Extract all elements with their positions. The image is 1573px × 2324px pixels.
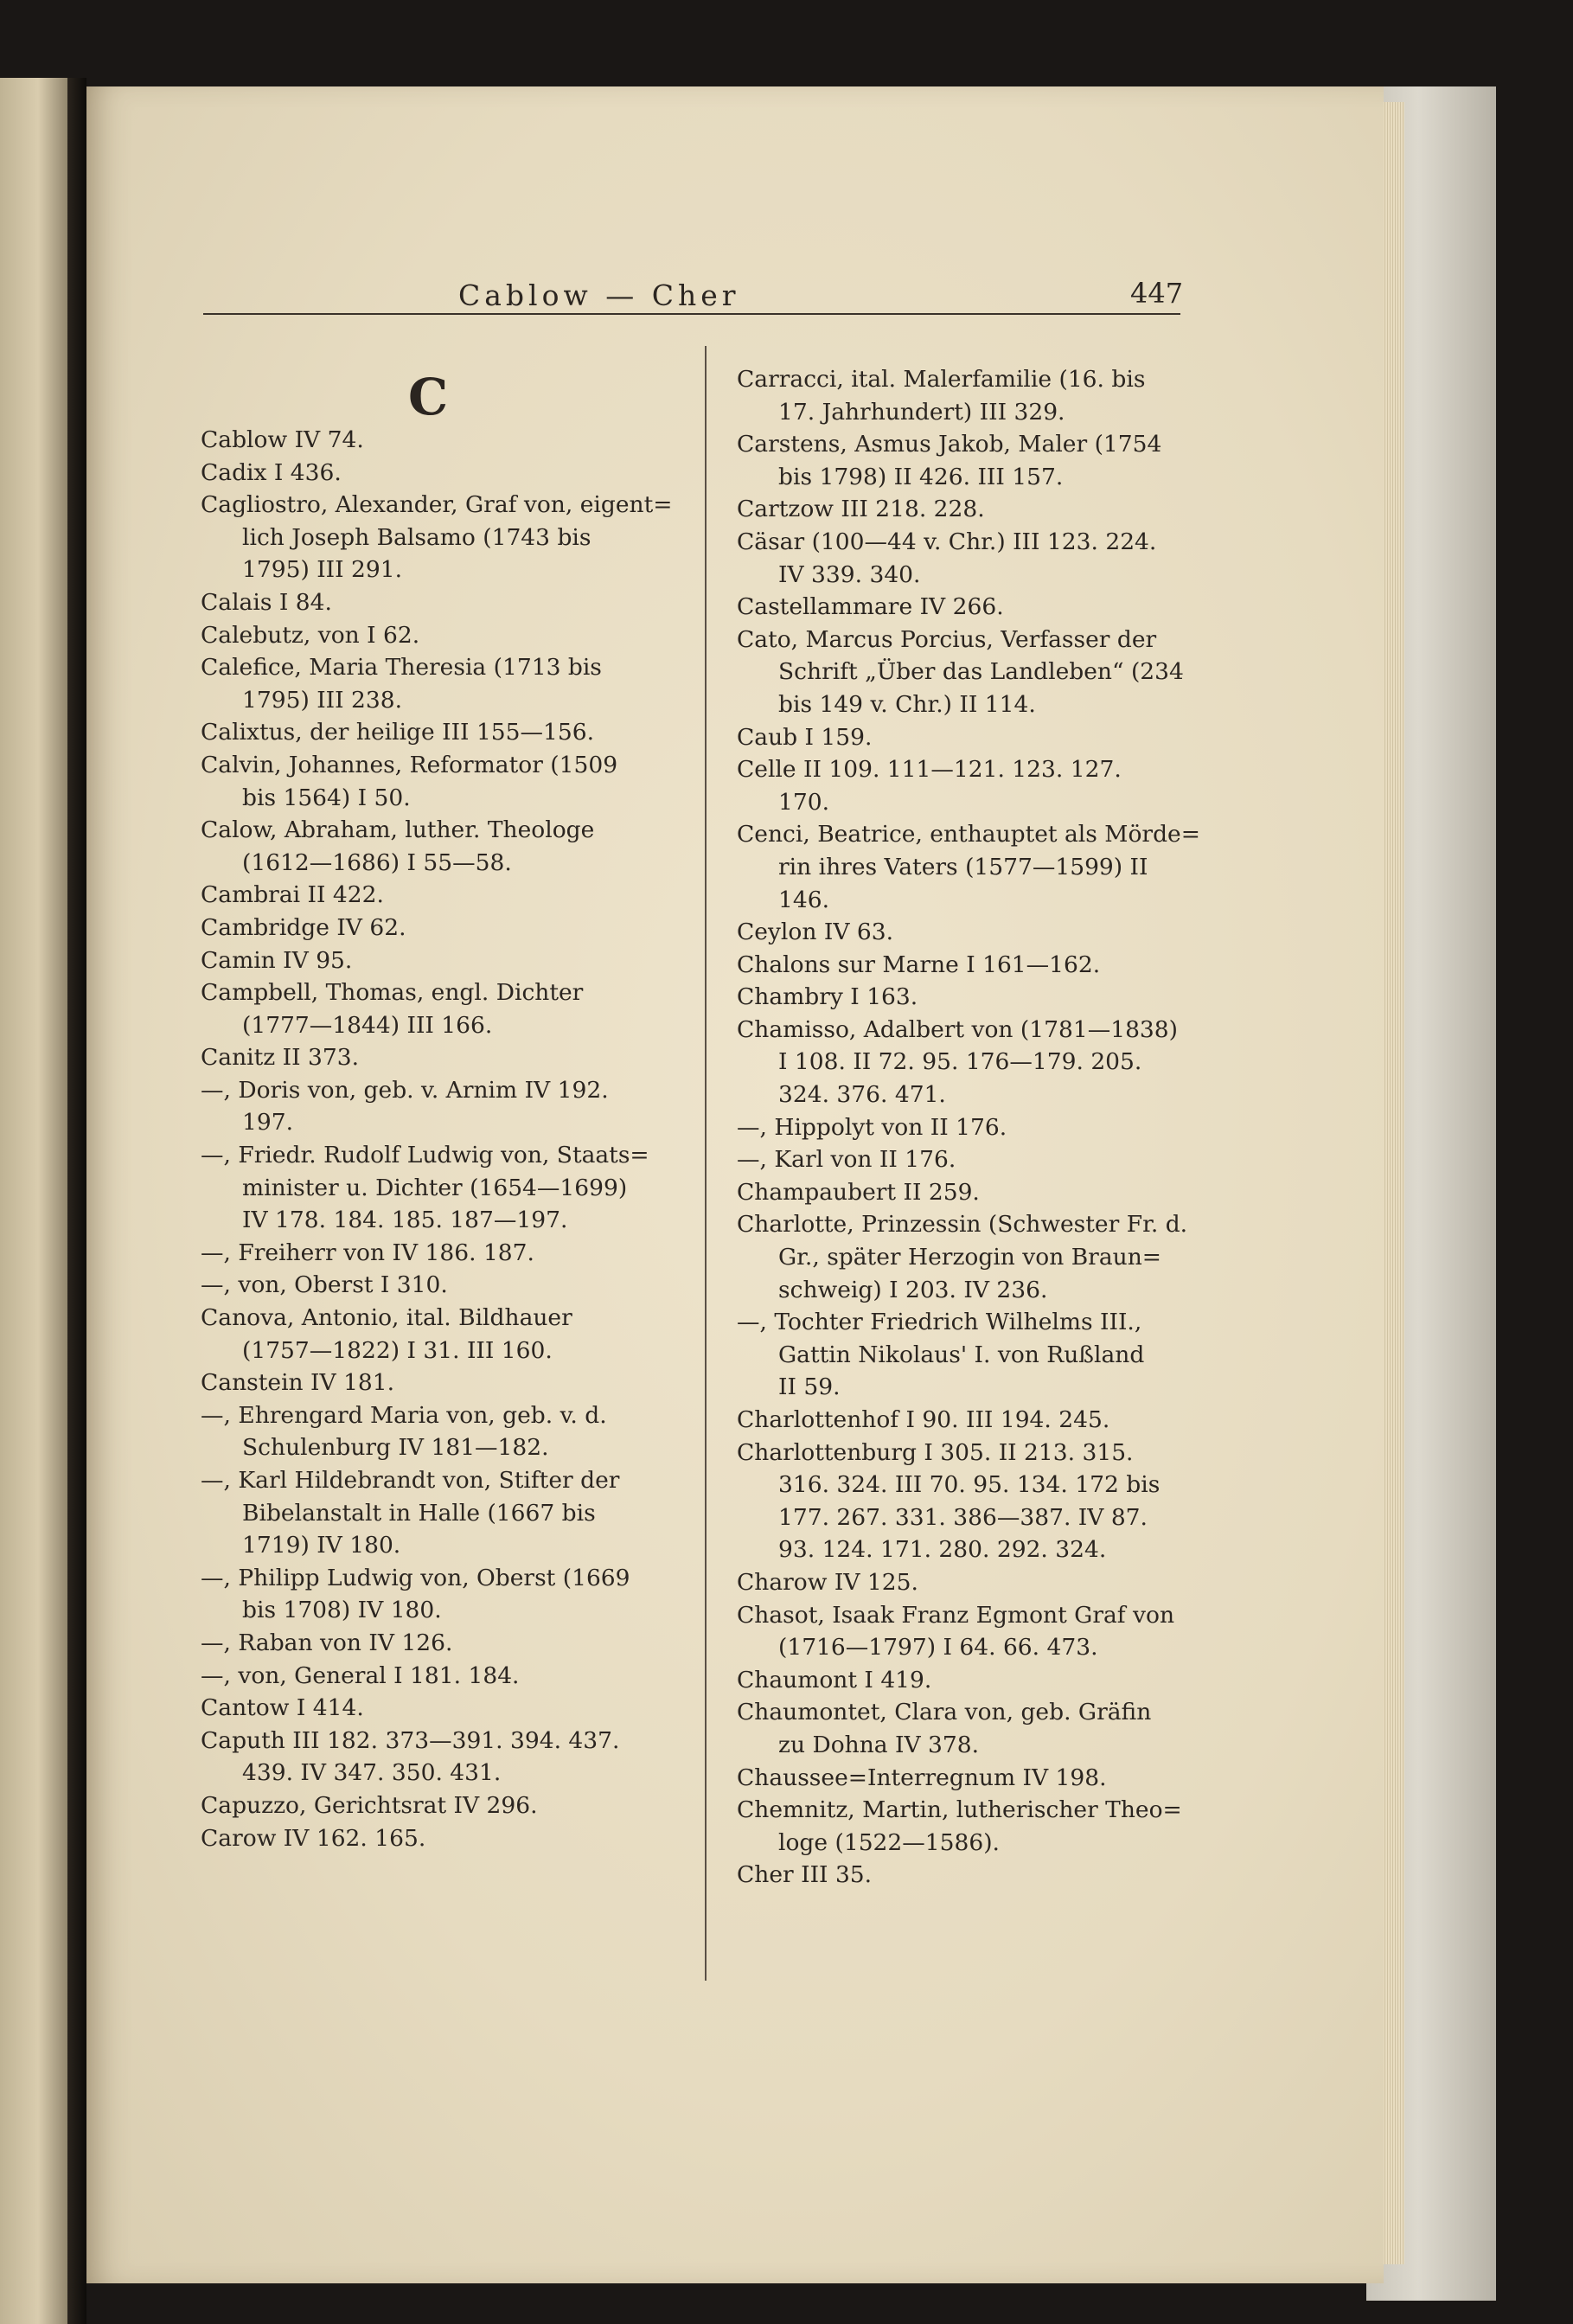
index-entry-line: —, Friedr. Rudolf Ludwig von, Staats= xyxy=(201,1142,649,1169)
index-entry-line: Charlottenhof I 90. III 194. 245. xyxy=(737,1406,1110,1433)
index-entry-line: Cenci, Beatrice, enthauptet als Mörde= xyxy=(737,821,1200,848)
index-entry-line: Charlotte, Prinzessin (Schwester Fr. d. xyxy=(737,1211,1188,1239)
index-entry-line: Canstein IV 181. xyxy=(201,1369,395,1397)
index-entry-line: 1719) IV 180. xyxy=(242,1532,401,1559)
index-entry-line: Charow IV 125. xyxy=(737,1568,918,1596)
index-entry-line: 439. IV 347. 350. 431. xyxy=(242,1759,502,1787)
index-entry-line: —, Tochter Friedrich Wilhelms III., xyxy=(737,1309,1142,1336)
index-column-right xyxy=(737,363,1217,1892)
index-entry-line: Cäsar (100—44 v. Chr.) III 123. 224. xyxy=(737,528,1157,555)
index-entry-line: 1795) III 238. xyxy=(242,686,403,714)
index-entry-line: Cato, Marcus Porcius, Verfasser der xyxy=(737,625,1157,653)
index-entry-line: Charlottenburg I 305. II 213. 315. xyxy=(737,1438,1134,1466)
index-entry-line: Capuzzo, Gerichtsrat IV 296. xyxy=(201,1791,538,1819)
index-entry-line: —, Philipp Ludwig von, Oberst (1669 xyxy=(201,1564,630,1591)
index-entry-line: Calebutz, von I 62. xyxy=(201,621,420,649)
index-entry-line: 17. Jahrhundert) III 329. xyxy=(778,398,1065,426)
index-entry-line: Chamisso, Adalbert von (1781—1838) xyxy=(737,1015,1178,1043)
index-entry-line: bis 1798) II 426. III 157. xyxy=(778,463,1064,490)
running-head: Cablow — Cher xyxy=(458,278,740,312)
index-entry-line: II 59. xyxy=(778,1373,841,1401)
index-entry-line: Bibelanstalt in Halle (1667 bis xyxy=(242,1499,596,1527)
index-entry-line: Gattin Nikolaus' I. von Rußland xyxy=(778,1341,1145,1368)
index-entry-line: 170. xyxy=(778,788,830,816)
index-entry-line: Caputh III 182. 373—391. 394. 437. xyxy=(201,1726,620,1754)
index-entry-line: bis 1708) IV 180. xyxy=(242,1597,442,1624)
index-entry-line: Castellammare IV 266. xyxy=(737,593,1004,621)
header-rule xyxy=(203,313,1180,315)
index-entry-line: (1612—1686) I 55—58. xyxy=(242,848,512,876)
index-entry-line: —, Ehrengard Maria von, geb. v. d. xyxy=(201,1401,607,1429)
index-entry-line: IV 178. 184. 185. 187—197. xyxy=(242,1207,568,1234)
index-entry-line: 316. 324. III 70. 95. 134. 172 bis xyxy=(778,1471,1161,1499)
index-entry-line: Chemnitz, Martin, lutherischer Theo= xyxy=(737,1796,1182,1824)
index-entry-line: loge (1522—1586). xyxy=(778,1828,1000,1856)
index-entry-line: Cambridge IV 62. xyxy=(201,913,406,941)
index-entry-line: Carow IV 162. 165. xyxy=(201,1824,426,1852)
index-entry-line: (1716—1797) I 64. 66. 473. xyxy=(778,1634,1098,1661)
index-entry-line: Celle II 109. 111—121. 123. 127. xyxy=(737,756,1122,784)
index-column-left xyxy=(201,424,685,1854)
index-entry-line: Canova, Antonio, ital. Bildhauer xyxy=(201,1304,572,1332)
index-entry-line: —, Raban von IV 126. xyxy=(201,1629,453,1656)
index-entry-line: schweig) I 203. IV 236. xyxy=(778,1276,1048,1303)
index-entry-line: 93. 124. 171. 280. 292. 324. xyxy=(778,1536,1107,1564)
index-entry-line: Campbell, Thomas, engl. Dichter xyxy=(201,979,584,1007)
previous-page-edge xyxy=(0,78,69,2324)
index-entry-line: Chaumont I 419. xyxy=(737,1666,932,1693)
index-entry-line: —, von, General I 181. 184. xyxy=(201,1661,520,1689)
index-entry-line: bis 149 v. Chr.) II 114. xyxy=(778,690,1036,718)
index-entry-line: rin ihres Vaters (1577—1599) II xyxy=(778,853,1148,880)
index-entry-line: Cambrai II 422. xyxy=(201,881,384,909)
index-entry-line: —, Doris von, geb. v. Arnim IV 192. xyxy=(201,1076,609,1104)
index-entry-line: 324. 376. 471. xyxy=(778,1081,946,1109)
index-entry-line: Calefice, Maria Theresia (1713 bis xyxy=(201,654,602,682)
index-entry-line: IV 339. 340. xyxy=(778,560,921,588)
index-entry-line: lich Joseph Balsamo (1743 bis xyxy=(242,523,591,551)
index-entry-line: Calow, Abraham, luther. Theologe xyxy=(201,816,595,844)
index-entry-line: Schrift „Über das Landleben“ (234 xyxy=(778,658,1184,686)
index-entry-line: Cadix I 436. xyxy=(201,458,342,486)
index-entry-line: —, Hippolyt von II 176. xyxy=(737,1113,1007,1141)
index-entry-line: Cher III 35. xyxy=(737,1861,873,1889)
book-gutter-shadow xyxy=(67,78,86,2324)
index-entry-line: —, Karl Hildebrandt von, Stifter der xyxy=(201,1467,620,1494)
index-entry-line: Caub I 159. xyxy=(737,723,873,751)
index-entry-line: Canitz II 373. xyxy=(201,1044,360,1072)
index-entry-line: 197. xyxy=(242,1109,294,1136)
index-entry-line: 1795) III 291. xyxy=(242,556,403,584)
index-entry-line: bis 1564) I 50. xyxy=(242,784,411,811)
index-entry-line: Ceylon IV 63. xyxy=(737,919,894,946)
index-entry-line: —, von, Oberst I 310. xyxy=(201,1271,448,1299)
index-entry-line: Calais I 84. xyxy=(201,588,332,616)
index-entry-line: Calixtus, der heilige III 155—156. xyxy=(201,719,595,746)
index-entry-line: Gr., später Herzogin von Braun= xyxy=(778,1244,1161,1271)
index-entry-line: Calvin, Johannes, Reformator (1509 xyxy=(201,751,618,778)
index-entry-line: Cagliostro, Alexander, Graf von, eigent= xyxy=(201,491,673,519)
section-letter: C xyxy=(408,368,449,426)
index-entry-line: Carstens, Asmus Jakob, Maler (1754 xyxy=(737,431,1162,458)
index-entry-line: Chaussee=Interregnum IV 198. xyxy=(737,1764,1107,1791)
index-entry-line: Camin IV 95. xyxy=(201,946,353,974)
index-entry-line: (1757—1822) I 31. III 160. xyxy=(242,1336,553,1364)
index-entry-line: Cartzow III 218. 228. xyxy=(737,496,985,523)
index-entry-line: —, Freiherr von IV 186. 187. xyxy=(201,1239,534,1266)
index-entry-line: Champaubert II 259. xyxy=(737,1178,980,1206)
index-entry-line: zu Dohna IV 378. xyxy=(778,1731,980,1758)
index-entry-line: Chalons sur Marne I 161—162. xyxy=(737,951,1101,978)
index-entry-line: Carracci, ital. Malerfamilie (16. bis xyxy=(737,366,1146,393)
index-entry-line: Cablow IV 74. xyxy=(201,426,364,453)
index-entry-line: minister u. Dichter (1654—1699) xyxy=(242,1174,628,1201)
index-entry-line: 146. xyxy=(778,886,830,913)
index-entry-line: Chaumontet, Clara von, geb. Gräfin xyxy=(737,1699,1152,1726)
page-block-edge xyxy=(1380,102,1404,2264)
page-number: 447 xyxy=(1130,277,1184,310)
index-entry-line: I 108. II 72. 95. 176—179. 205. xyxy=(778,1048,1142,1076)
index-entry-line: Chambry I 163. xyxy=(737,983,918,1011)
index-entry-line: Cantow I 414. xyxy=(201,1694,364,1722)
index-entry-line: Chasot, Isaak Franz Egmont Graf von xyxy=(737,1601,1175,1629)
column-divider xyxy=(705,346,707,1981)
index-entry-line: —, Karl von II 176. xyxy=(737,1146,956,1174)
index-entry-line: 177. 267. 331. 386—387. IV 87. xyxy=(778,1503,1148,1531)
index-entry-line: Schulenburg IV 181—182. xyxy=(242,1434,549,1462)
index-entry-line: (1777—1844) III 166. xyxy=(242,1011,493,1039)
